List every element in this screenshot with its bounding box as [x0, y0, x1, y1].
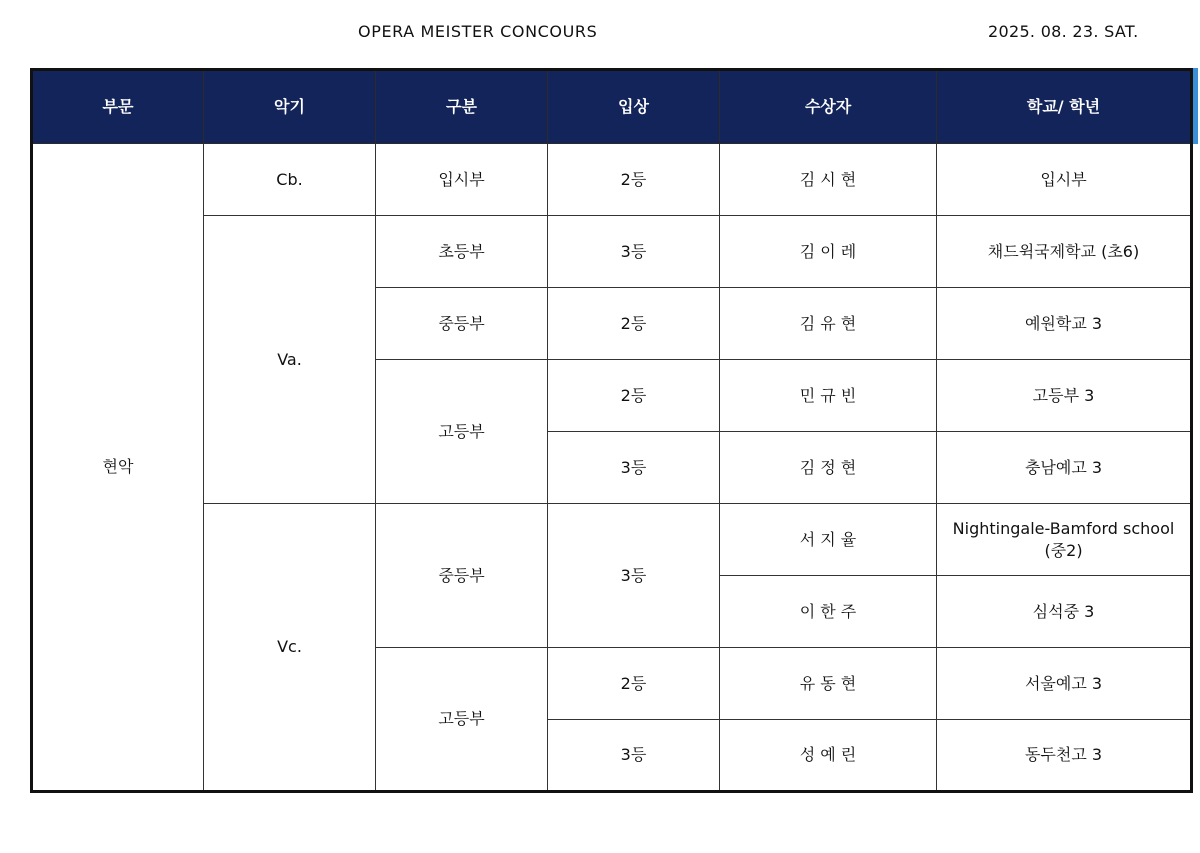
- school-cell: 고등부 3: [937, 360, 1192, 432]
- rank-cell: 3등: [548, 720, 720, 792]
- rank-cell: 2등: [548, 144, 720, 216]
- rank-cell: 3등: [548, 432, 720, 504]
- event-date: 2025. 08. 23. SAT.: [988, 22, 1139, 41]
- instrument-cell-vc: Vc.: [204, 504, 376, 792]
- page-title: OPERA MEISTER CONCOURS: [358, 22, 598, 41]
- instrument-cell-cb: Cb.: [204, 144, 376, 216]
- school-cell: Nightingale-Bamford school (중2): [937, 504, 1192, 576]
- winner-cell: 서 지 율: [720, 504, 937, 576]
- winner-cell: 민 규 빈: [720, 360, 937, 432]
- category-cell: 초등부: [376, 216, 548, 288]
- results-table: [30, 68, 1193, 793]
- winner-cell: 성 예 린: [720, 720, 937, 792]
- rank-cell: 3등: [548, 216, 720, 288]
- table-row: [32, 144, 1192, 216]
- table-row: [32, 504, 1192, 576]
- col-header-winner: 수상자: [720, 70, 937, 144]
- category-cell: 중등부: [376, 504, 548, 648]
- category-cell: 중등부: [376, 288, 548, 360]
- school-cell: 충남예고 3: [937, 432, 1192, 504]
- winner-cell: 이 한 주: [720, 576, 937, 648]
- table-header-row: [32, 70, 1192, 144]
- category-cell: 입시부: [376, 144, 548, 216]
- table-row: [32, 216, 1192, 288]
- winner-cell: 김 유 현: [720, 288, 937, 360]
- school-cell: 예원학교 3: [937, 288, 1192, 360]
- school-cell: 서울예고 3: [937, 648, 1192, 720]
- rank-cell: 2등: [548, 360, 720, 432]
- school-cell: 동두천고 3: [937, 720, 1192, 792]
- rank-cell: 2등: [548, 648, 720, 720]
- instrument-cell-va: Va.: [204, 216, 376, 504]
- winner-cell: 김 시 현: [720, 144, 937, 216]
- col-header-instrument: 악기: [204, 70, 376, 144]
- school-cell: 채드윅국제학교 (초6): [937, 216, 1192, 288]
- division-cell: 현악: [32, 144, 204, 792]
- category-cell: 고등부: [376, 648, 548, 792]
- col-header-division: 부문: [32, 70, 204, 144]
- school-cell: 입시부: [937, 144, 1192, 216]
- category-cell: 고등부: [376, 360, 548, 504]
- col-header-category: 구분: [376, 70, 548, 144]
- school-cell: 심석중 3: [937, 576, 1192, 648]
- winner-cell: 김 이 레: [720, 216, 937, 288]
- winner-cell: 유 동 현: [720, 648, 937, 720]
- col-header-rank: 입상: [548, 70, 720, 144]
- winner-cell: 김 정 현: [720, 432, 937, 504]
- rank-cell: 2등: [548, 288, 720, 360]
- col-header-school: 학교/ 학년: [937, 70, 1192, 144]
- rank-cell: 3등: [548, 504, 720, 648]
